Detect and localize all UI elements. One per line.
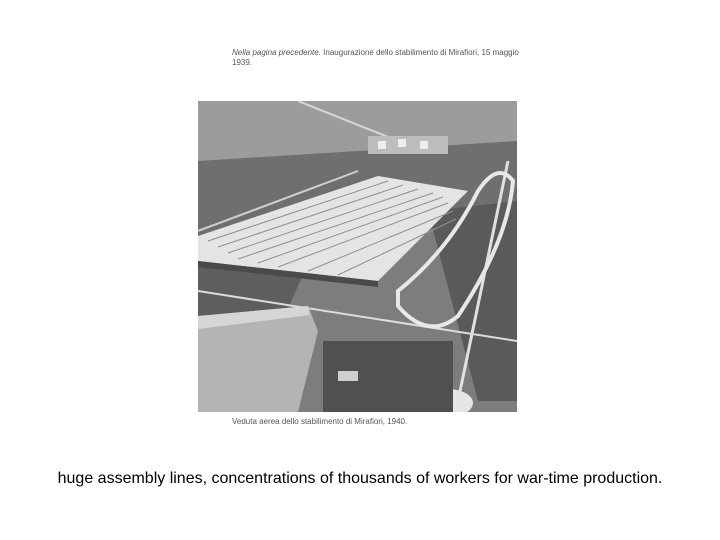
photo-caption: Veduta aerea dello stabilimento di Mirafiori, 1940.: [232, 417, 408, 426]
caption-italic-lead: Nella pagina precedente.: [232, 48, 321, 57]
body-text: huge assembly lines, concentrations of thousands of workers for war-time production.: [57, 470, 663, 487]
top-photo-caption: [232, 48, 532, 68]
aerial-factory-photo: [198, 101, 517, 412]
caption-text: Inaugurazione dello stabilimento di Mirafiori, 15 maggio 1939.: [232, 48, 519, 67]
